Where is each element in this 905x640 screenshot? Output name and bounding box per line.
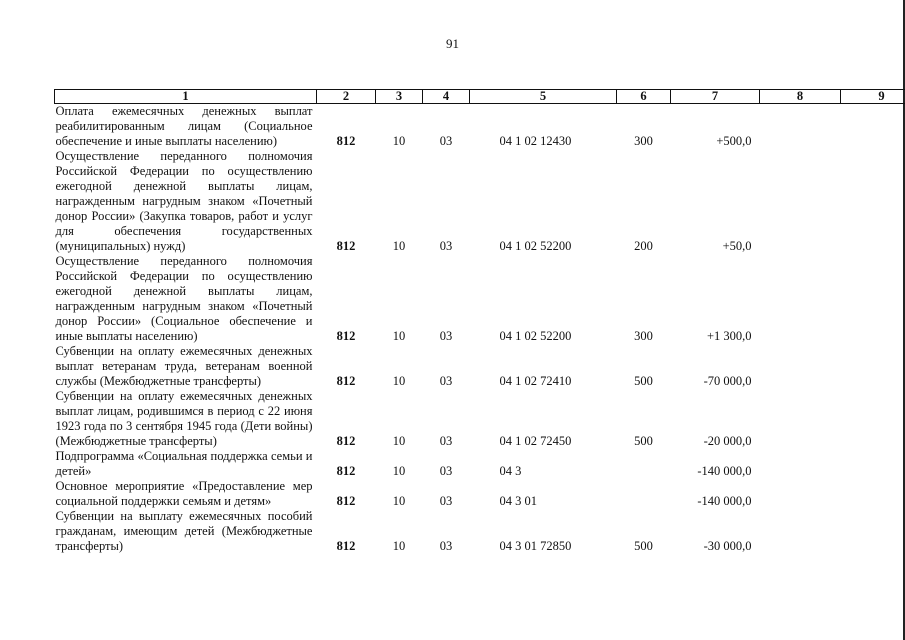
row-target-article: 04 1 02 72450: [499, 434, 572, 448]
row-name: Основное мероприятие «Предоставление мер социальной поддержки семьям и детям»: [55, 479, 313, 508]
column-header: 6: [617, 90, 671, 104]
column-header: 1: [55, 90, 317, 104]
row-subsection: 03: [439, 539, 453, 553]
table-row: [55, 104, 905, 150]
row-subsection: 03: [439, 374, 453, 388]
row-section: 10: [392, 134, 406, 148]
column-header: 9: [841, 90, 905, 104]
row-target-article: 04 1 02 72410: [499, 374, 572, 388]
row-ministry-code: 812: [336, 434, 356, 448]
row-amount: -140 000,0: [697, 494, 752, 508]
row-target-article: 04 1 02 12430: [499, 134, 572, 148]
column-header: 5: [470, 90, 617, 104]
table-row: [55, 344, 905, 389]
row-amount: -30 000,0: [703, 539, 752, 553]
column-header: 3: [376, 90, 423, 104]
row-target-article: 04 3 01 72850: [499, 539, 572, 553]
row-col9: [841, 149, 905, 254]
row-name: Осуществление переданного полномочия Российской Федерации по осуществлению ежегодной денежной выплаты лицам, награжденным нагрудным знаком «Почетный донор России» (Социальное обеспечение и иные выплаты населению): [55, 254, 313, 343]
row-amount: -140 000,0: [697, 464, 752, 478]
row-section: 10: [392, 374, 406, 388]
column-header: 2: [317, 90, 376, 104]
row-subsection: 03: [439, 434, 453, 448]
row-amount: +1 300,0: [706, 329, 752, 343]
table-row: [55, 254, 905, 344]
row-name: Подпрограмма «Социальная поддержка семьи и детей»: [55, 449, 313, 478]
row-col9: [841, 389, 905, 449]
row-subsection: 03: [439, 494, 453, 508]
row-section: 10: [392, 329, 406, 343]
row-ministry-code: 812: [336, 239, 356, 253]
row-col9: [841, 449, 905, 479]
row-expense-type: 200: [634, 239, 653, 253]
row-col9: [841, 254, 905, 344]
row-amount: -70 000,0: [703, 374, 752, 388]
row-target-article: 04 3 01: [499, 494, 537, 508]
column-header: 7: [671, 90, 760, 104]
row-amount: +50,0: [722, 239, 752, 253]
row-amount: +500,0: [716, 134, 752, 148]
row-name: Оплата ежемесячных денежных выплат реабилитированным лицам (Социальное обеспечение и иные выплаты населению): [55, 104, 313, 148]
row-col9: [841, 479, 905, 509]
row-section: 10: [392, 539, 406, 553]
column-header: 4: [423, 90, 470, 104]
table-header-row: [55, 90, 905, 104]
row-expense-type: 500: [634, 374, 653, 388]
table-row: [55, 389, 905, 449]
budget-table: [54, 89, 905, 554]
row-subsection: 03: [439, 464, 453, 478]
row-col8: [760, 254, 841, 344]
row-expense-type: 300: [634, 329, 653, 343]
row-name: Осуществление переданного полномочия Российской Федерации по осуществлению ежегодной денежной выплаты лицам, награжденным нагрудным знаком «Почетный донор России» (Закупка товаров, работ и услуг для обеспечения государственных (муниципальных) нужд): [55, 149, 313, 253]
row-expense-type: 500: [634, 434, 653, 448]
row-ministry-code: 812: [336, 374, 356, 388]
row-name: Субвенции на выплату ежемесячных пособий гражданам, имеющим детей (Межбюджетные трансферты): [55, 509, 313, 553]
table-row: [55, 449, 905, 479]
row-expense-type: [617, 479, 671, 509]
row-col8: [760, 149, 841, 254]
page-number: 91: [446, 36, 459, 51]
row-ministry-code: 812: [336, 329, 356, 343]
row-col9: [841, 344, 905, 389]
row-target-article: 04 1 02 52200: [499, 329, 572, 343]
row-section: 10: [392, 494, 406, 508]
row-col8: [760, 104, 841, 150]
row-section: 10: [392, 464, 406, 478]
row-section: 10: [392, 434, 406, 448]
row-col8: [760, 479, 841, 509]
row-amount: -20 000,0: [703, 434, 752, 448]
column-header: 8: [760, 90, 841, 104]
row-ministry-code: 812: [336, 494, 356, 508]
row-subsection: 03: [439, 239, 453, 253]
table-row: [55, 149, 905, 254]
row-name: Субвенции на оплату ежемесячных денежных выплат лицам, родившимся в период с 22 июня 1923 года по 3 сентября 1945 года (Дети войны) (Межбюджетные трансферты): [55, 389, 313, 448]
row-expense-type: [617, 449, 671, 479]
table-row: [55, 479, 905, 509]
row-ministry-code: 812: [336, 134, 356, 148]
row-target-article: 04 3: [499, 464, 522, 478]
row-target-article: 04 1 02 52200: [499, 239, 572, 253]
row-section: 10: [392, 239, 406, 253]
row-expense-type: 300: [634, 134, 653, 148]
row-col8: [760, 389, 841, 449]
row-col9: [841, 104, 905, 150]
row-ministry-code: 812: [336, 464, 356, 478]
row-col8: [760, 509, 841, 554]
row-col9: [841, 509, 905, 554]
row-ministry-code: 812: [336, 539, 356, 553]
row-expense-type: 500: [634, 539, 653, 553]
row-name: Субвенции на оплату ежемесячных денежных выплат ветеранам труда, ветеранам военной службы (Межбюджетные трансферты): [55, 344, 313, 388]
row-subsection: 03: [439, 134, 453, 148]
table-row: [55, 509, 905, 554]
row-col8: [760, 449, 841, 479]
row-subsection: 03: [439, 329, 453, 343]
row-col8: [760, 344, 841, 389]
